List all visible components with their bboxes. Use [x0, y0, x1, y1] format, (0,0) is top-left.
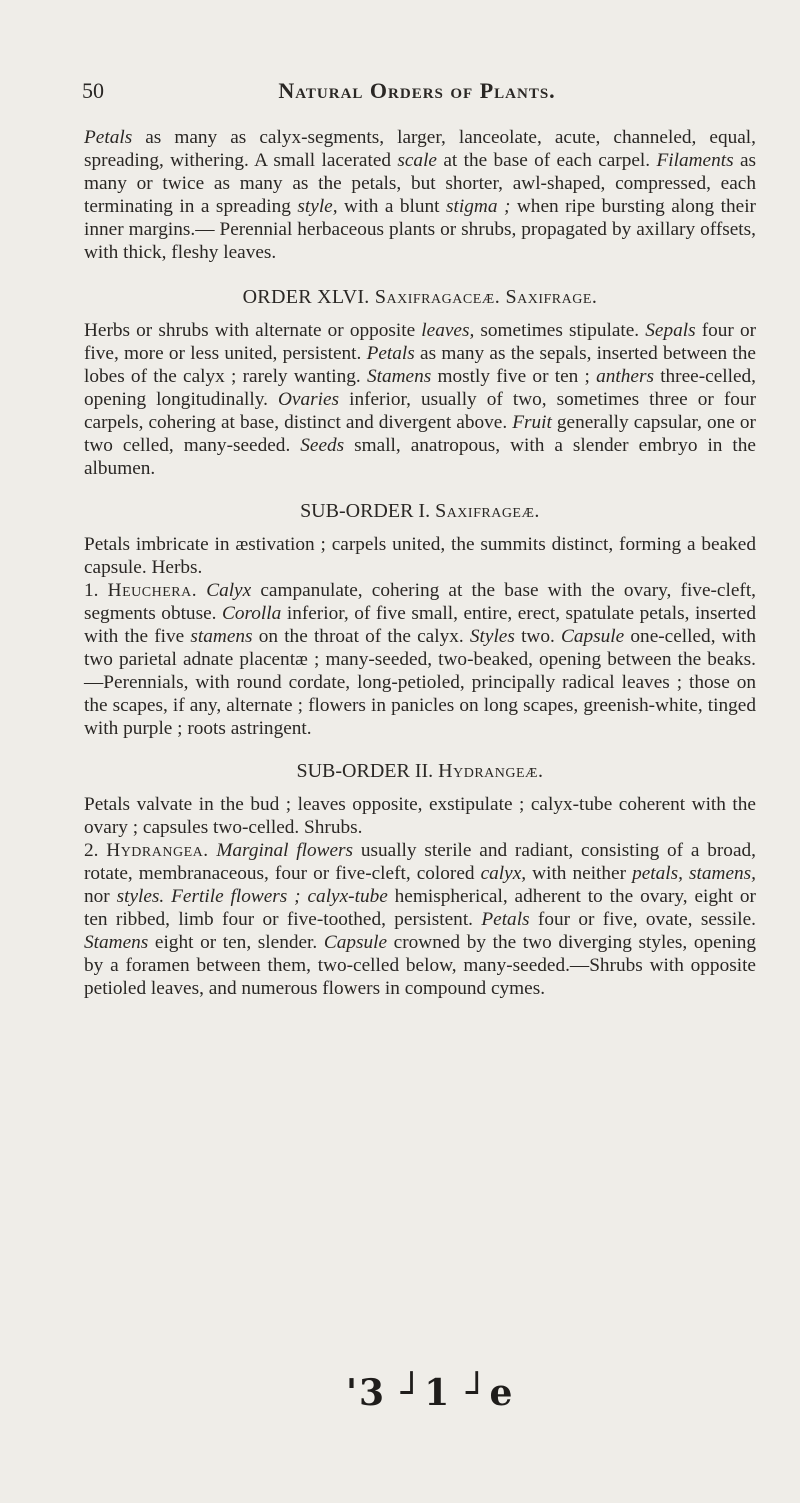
suborder-1-description: Petals imbricate in æstivation ; carpels united, the summits distinct, forming a beaked capsule. Herbs. — [84, 534, 756, 578]
intro-paragraph: Petals as many as calyx-segments, larger, lanceolate, acute, channeled, equal, spreading, withering. A small lacerated scale at the base of each carpel. Filaments as many or twice as many as the petals, but shorter, awl-shaped, compressed, each terminating in a spreading style, with a blunt stigma ; when ripe bursting along their inner margins.— Perennial herbaceous plants or shrubs, propagated by axillary offsets, with thick, fleshy leaves. — [84, 127, 757, 263]
genus-heuchera: 1. Heuchera. Calyx campanulate, cohering at the base with the ovary, five-cleft, segments obtuse. Corolla inferior, of five small, entire, erect, spatulate petals, inserted with the five stamens on the throat of the calyx. Styles two. Capsule one-celled, with two parietal adnate placentæ ; many-seeded, two-beaked, opening between the beaks.—Perennials, with round cordate, long-petioled, principally radical leaves ; those on the scapes, if any, alternate ; flowers in panicles on long scapes, greenish-white, tinged with purple ; roots astringent. — [84, 580, 756, 739]
order-heading: ORDER XLVI. Saxifragaceæ. Saxifrage. — [242, 286, 598, 308]
page-header — [82, 78, 752, 110]
suborder-1-heading: SUB-ORDER I. Saxifrageæ. — [300, 500, 540, 522]
suborder-2-description: Petals valvate in the bud ; leaves opposite, exstipulate ; calyx-tube coherent with the ovary ; capsules two-celled. Shrubs. — [84, 794, 756, 838]
library-mark: '3 ┘1 ┘e — [346, 1372, 515, 1414]
running-head: Natural Orders of Plants. — [278, 78, 556, 103]
page-body — [84, 126, 756, 1000]
genus-hydrangea: 2. Hydrangea. Marginal flowers usually sterile and radiant, consisting of a broad, rotate, membranaceous, four or five-cleft, colored calyx, with neither petals, stamens, nor styles. Fertile flowers ; calyx-tube hemispherical, adherent to the ovary, eight or ten ribbed, limb four or five-toothed, persistent. Petals four or five, ovate, sessile. Stamens eight or ten, slender. Capsule crowned by the two diverging styles, opening by a foramen between them, two-celled below, many-seeded.—Shrubs with opposite petioled leaves, and numerous flowers in compound cymes. — [84, 840, 756, 999]
suborder-2-heading: SUB-ORDER II. Hydrangeæ. — [296, 760, 544, 782]
page-number: 50 — [82, 78, 104, 103]
term-petals: Petals — [84, 127, 133, 148]
order-description: Herbs or shrubs with alternate or opposite leaves, sometimes stipulate. Sepals four or five, more or less united, persistent. Petals as many as the sepals, inserted between the lobes of the calyx ; rarely wanting. Stamens mostly five or ten ; anthers three-celled, opening longitudinally. Ovaries inferior, usually of two, sometimes three or four carpels, cohering at base, distinct and divergent above. Fruit generally capsular, one or two celled, many-seeded. Seeds small, anatropous, with a slender embryo in the albumen. — [84, 320, 756, 479]
